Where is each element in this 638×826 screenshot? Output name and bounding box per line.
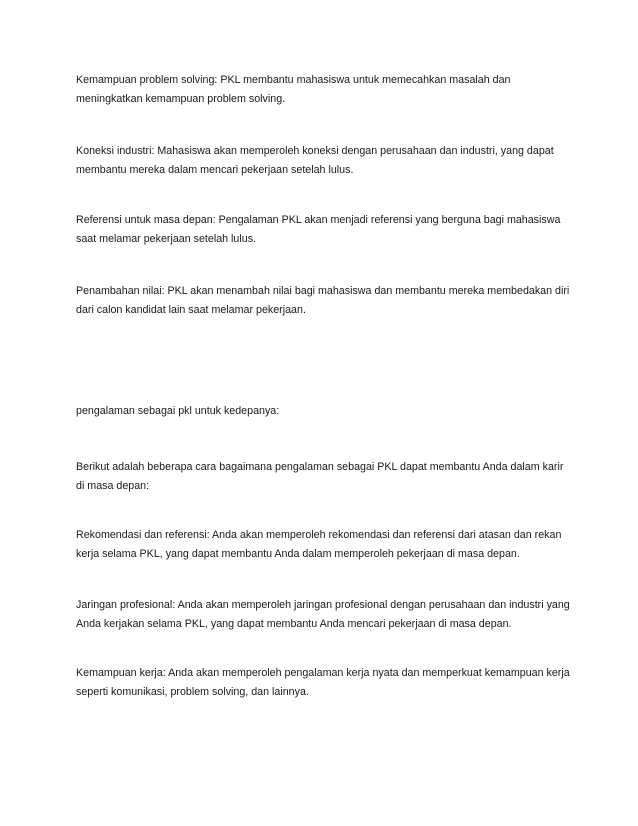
paragraph-heading-pengalaman: pengalaman sebagai pkl untuk kedepanya: — [76, 405, 280, 417]
paragraph-problem-solving: Kemampuan problem solving: PKL membantu mahasiswa untuk memecahkan masalah dan meningkatkan kemampuan problem solving. — [76, 74, 511, 105]
paragraph-rekomendasi: Rekomendasi dan referensi: Anda akan memperoleh rekomendasi dan referensi dari atasan dan rekan kerja selama PKL, yang dapat membantu Anda dalam memperoleh pekerjaan di masa depan. — [76, 529, 562, 560]
paragraph-referensi: Referensi untuk masa depan: Pengalaman PKL akan menjadi referensi yang berguna bagi mahasiswa saat melamar pekerjaan setelah lulus. — [76, 214, 561, 245]
paragraph-kemampuan-kerja: Kemampuan kerja: Anda akan memperoleh pengalaman kerja nyata dan memperkuat kemampuan kerja seperti komunikasi, problem solving, dan lainnya. — [76, 667, 570, 698]
paragraph-koneksi-industri: Koneksi industri: Mahasiswa akan memperoleh koneksi dengan perusahaan dan industri, yang dapat membantu mereka dalam mencari pekerjaan setelah lulus. — [76, 145, 554, 176]
paragraph-jaringan: Jaringan profesional: Anda akan memperoleh jaringan profesional dengan perusahaan dan industri yang Anda kerjakan selama PKL, yang dapat membantu Anda mencari pekerjaan di masa depan. — [76, 599, 570, 630]
paragraph-penambahan-nilai: Penambahan nilai: PKL akan menambah nilai bagi mahasiswa dan membantu mereka membedakan diri dari calon kandidat lain saat melamar pekerjaan. — [76, 285, 570, 316]
paragraph-intro: Berikut adalah beberapa cara bagaimana pengalaman sebagai PKL dapat membantu Anda dalam karir di masa depan: — [76, 461, 564, 492]
